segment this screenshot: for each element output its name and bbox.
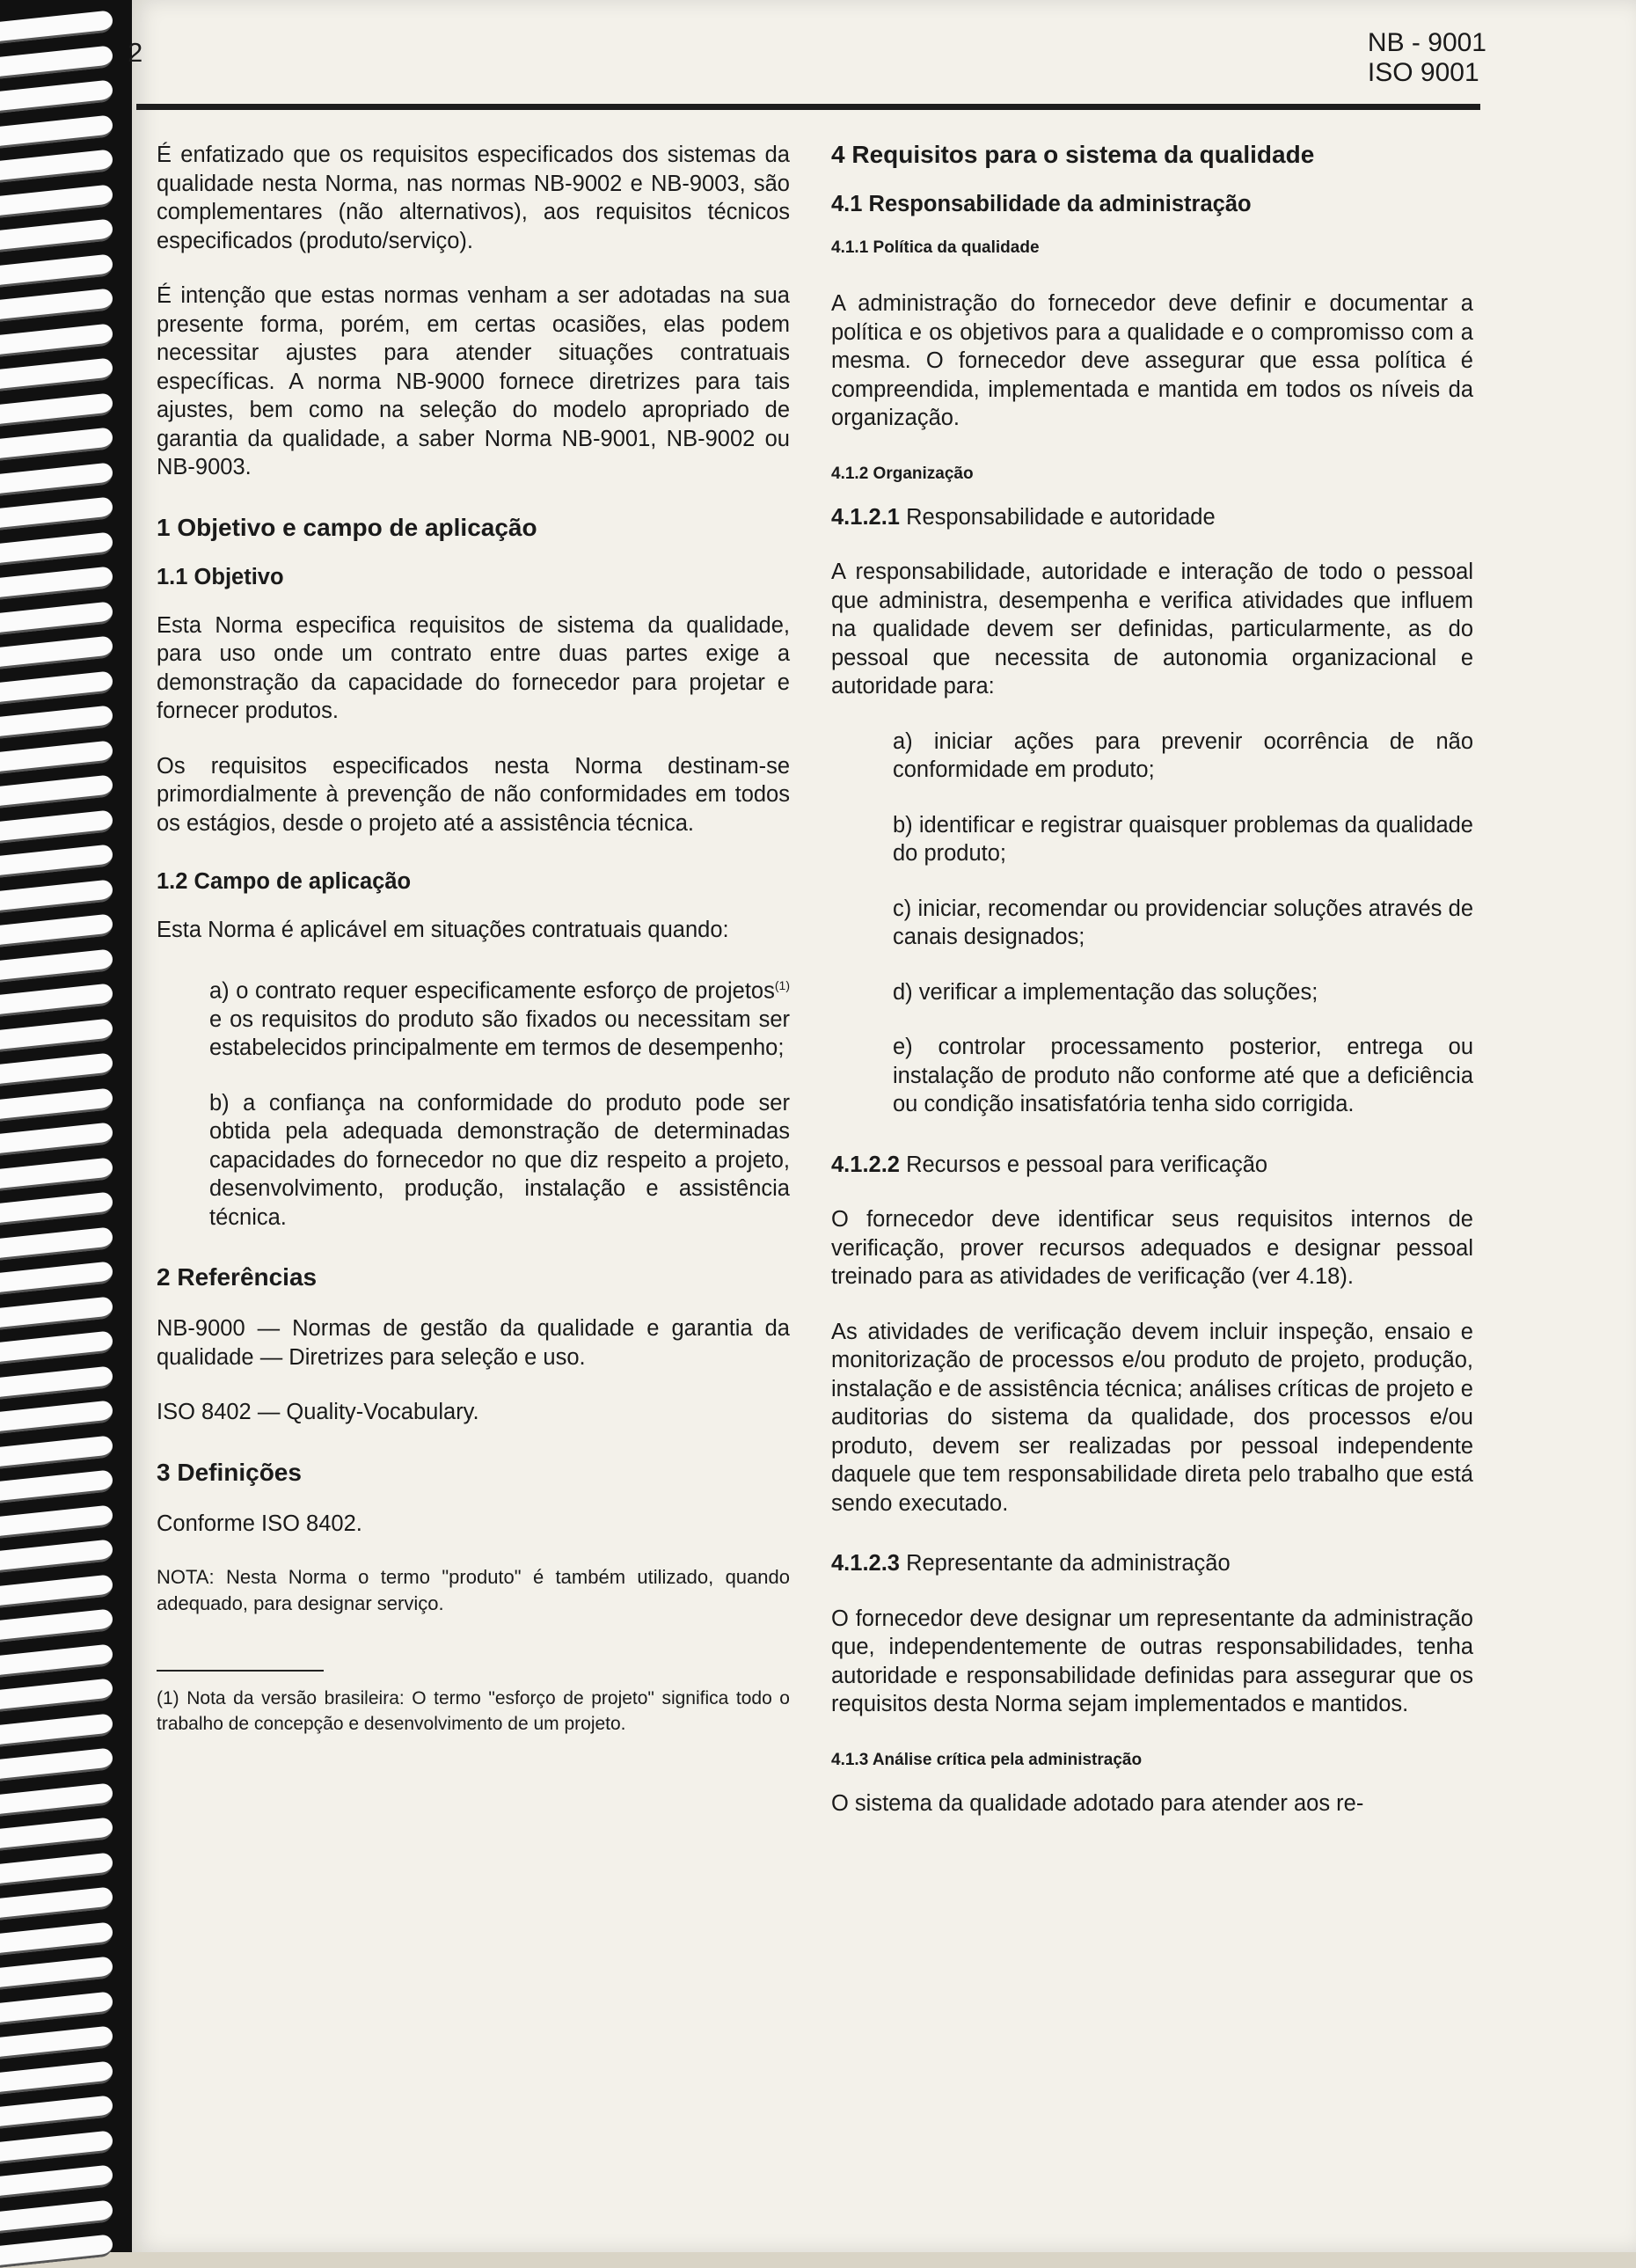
section-1-1-title: 1.1 Objetivo — [157, 564, 284, 589]
section-4-1-2-2-paragraph-2: As atividades de verificação devem incluir inspeção, ensaio e monitorização de processos e/ou produto de projeto, produção, instalação e de assistência técnica; análises críticas de projeto e auditorias do sistema da qualidade, dos processos e/ou produto, devem ser realizadas por pessoal independente daquele que tem responsabilidade direta pelo trabalho que está sendo executado. — [831, 1319, 1473, 1516]
list-item-b: b) identificar e registrar quaisquer problemas da qualidade do produto; — [893, 812, 1473, 866]
binding-coil — [0, 462, 113, 495]
section-1-2-paragraph-1: Esta Norma é aplicável em situações contratuais quando: — [157, 918, 729, 942]
binding-coil — [0, 427, 113, 460]
section-2-title: 2 Referências — [157, 1263, 318, 1291]
section-4-1-2-1-number: 4.1.2.1 — [831, 504, 900, 530]
binding-coil — [0, 1122, 113, 1155]
header-rule — [136, 104, 1480, 110]
section-3-title: 3 Definições — [157, 1458, 302, 1486]
binding-coil — [0, 1539, 113, 1572]
binding-coil — [0, 740, 113, 773]
binding-coil — [0, 1052, 113, 1086]
list-item-a: a) iniciar ações para prevenir ocorrência de não conformidade em produto; — [893, 728, 1473, 782]
binding-coil — [0, 1018, 113, 1051]
footnote-ref: (1) — [774, 977, 790, 992]
binding-coil — [0, 531, 113, 565]
binding-coil — [0, 2060, 113, 2094]
binding-coil — [0, 1713, 113, 1746]
binding-coil — [0, 2095, 113, 2128]
footnote: (1) Nota da versão brasileira: O termo "esforço de projeto" significa todo o trabalho de concepção e desenvolvimento de um projeto. — [157, 1688, 790, 1734]
binding-coil — [0, 670, 113, 704]
binding-coil — [0, 1574, 113, 1607]
binding-coil — [0, 1608, 113, 1642]
section-4-1-3-paragraph: O sistema da qualidade adotado para atender aos re- — [831, 1790, 1364, 1816]
section-4-1-2-2-title: Recursos e pessoal para verificação — [899, 1152, 1268, 1177]
intro-paragraph-1: É enfatizado que os requisitos especificados dos sistemas da qualidade nesta Norma, nas normas NB-9002 e NB-9003, são complementares (não alternativos), aos requisitos técnicos especificados (produto/serviço). — [157, 143, 790, 253]
binding-coil — [0, 45, 113, 78]
binding-coil — [0, 253, 113, 287]
section-3-paragraph: Conforme ISO 8402. — [157, 1511, 362, 1536]
right-column — [831, 141, 1473, 1844]
binding-coil — [0, 809, 113, 843]
document-code-iso: ISO 9001 — [1367, 58, 1479, 87]
binding-coil — [0, 635, 113, 669]
binding-coil — [0, 2234, 113, 2267]
binding-coil — [0, 1469, 113, 1503]
document-code-nb: NB - 9001 — [1367, 28, 1486, 57]
section-4-1-2-1-heading — [831, 503, 1473, 532]
binding-coil — [0, 1782, 113, 1816]
binding-coil — [0, 2164, 113, 2198]
binding-coil — [0, 1817, 113, 1850]
binding-coil — [0, 1400, 113, 1433]
section-1-title: 1 Objetivo e campo de aplicação — [157, 513, 537, 541]
binding-coil — [0, 2130, 113, 2163]
footnote-rule — [157, 1670, 324, 1672]
binding-coil — [0, 1991, 113, 2024]
item-a-text-end: e os requisitos do produto são fixados ou necessitam ser estabelecidos principalmente em termos de desempenho; — [209, 1006, 790, 1060]
item-a-text-start: a) o contrato requer especificamente esforço de projetos — [209, 978, 775, 1003]
section-4-1-title: 4.1 Responsabilidade da administração — [831, 192, 1252, 216]
binding-coil — [0, 1643, 113, 1677]
binding-coil — [0, 1678, 113, 1711]
binding-coil — [0, 218, 113, 252]
binding-coil — [0, 288, 113, 321]
section-4-1-1-title: 4.1.1 Política da qualidade — [831, 238, 1040, 257]
section-1-2-item-a — [209, 971, 790, 1063]
list-item-c: c) iniciar, recomendar ou providenciar soluções através de canais designados; — [893, 896, 1473, 949]
section-4-1-2-3-number: 4.1.2.3 — [831, 1551, 900, 1576]
section-4-1-2-title: 4.1.2 Organização — [831, 464, 974, 483]
binding-coil — [0, 357, 113, 391]
binding-coil — [0, 496, 113, 530]
binding-coil — [0, 184, 113, 217]
section-4-1-2-2-paragraph-1: O fornecedor deve identificar seus requisitos internos de verificação, prover recursos adequados e designar pessoal treinado para as atividades de verificação (ver 4.18). — [831, 1207, 1473, 1289]
reference-nb-9000: NB-9000 — Normas de gestão da qualidade e garantia da qualidade — Diretrizes para seleção e uso. — [157, 1316, 790, 1370]
left-column — [157, 141, 790, 1763]
binding-coil — [0, 1226, 113, 1260]
binding-coil — [0, 1087, 113, 1121]
section-4-1-2-3-title: Representante da administração — [899, 1551, 1231, 1576]
section-1-2-item-b: b) a confiança na conformidade do produto pode ser obtida pela adequada demonstração de determinadas capacidades do fornecedor no que diz respeito a projeto, desenvolvimento, produção, instalação e assistência técnica. — [209, 1090, 790, 1230]
section-1-1-paragraph-1: Esta Norma especifica requisitos de sistema da qualidade, para uso onde um contrato entre duas partes exige a demonstração da capacidade do fornecedor para projetar e fornecer produtos. — [157, 612, 790, 723]
page-number: 2 — [128, 37, 143, 68]
spiral-binding — [0, 0, 132, 2252]
section-4-1-2-3-paragraph: O fornecedor deve designar um representante da administração que, independentemente de outras responsabilidades, tenha autoridade e responsabilidade definidas para assegurar que os requisitos desta Norma sejam implementados e mantidos. — [831, 1606, 1473, 1716]
binding-coil — [0, 1191, 113, 1225]
binding-coil — [0, 1504, 113, 1538]
binding-coil — [0, 10, 113, 43]
binding-coil — [0, 1747, 113, 1781]
section-1-1-paragraph-2: Os requisitos especificados nesta Norma destinam-se primordialmente à prevenção de não conformidades em todos os estágios, desde o projeto até a assistência técnica. — [157, 753, 790, 836]
document-code — [1368, 28, 1486, 88]
section-4-1-2-2-number: 4.1.2.2 — [831, 1152, 900, 1177]
section-4-1-3-title: 4.1.3 Análise crítica pela administração — [831, 1750, 1143, 1769]
binding-coil — [0, 1921, 113, 1955]
binding-coil — [0, 2199, 113, 2233]
binding-coil — [0, 1852, 113, 1885]
binding-coil — [0, 1296, 113, 1329]
list-item-d: d) verificar a implementação das soluções; — [893, 979, 1318, 1005]
binding-coil — [0, 1365, 113, 1399]
binding-coil — [0, 879, 113, 912]
section-4-1-2-3-heading — [831, 1549, 1473, 1578]
binding-coil — [0, 601, 113, 634]
section-1-2-title: 1.2 Campo de aplicação — [157, 869, 412, 894]
binding-coil — [0, 913, 113, 947]
binding-coil — [0, 149, 113, 182]
binding-coil — [0, 392, 113, 426]
note: NOTA: Nesta Norma o termo "produto" é também utilizado, quando adequado, para designar serviço. — [157, 1566, 790, 1614]
section-4-1-2-1-paragraph: A responsabilidade, autoridade e interação de todo o pessoal que administra, desempenha e verifica atividades que influem na qualidade devem ser definidas, particularmente, as do pessoal que necessita de autonomia organizacional e autoridade para: — [831, 560, 1473, 699]
binding-coil — [0, 1261, 113, 1294]
intro-paragraph-2: É intenção que estas normas venham a ser adotadas na sua presente forma, porém, em certas ocasiões, elas podem necessitar ajustes para atender situações contratuais específicas. A norma NB-9000 fornece diretrizes para tais ajustes, bem como na seleção do modelo apropriado de garantia da qualidade, a saber Norma NB-9001, NB-9002 ou NB-9003. — [157, 283, 790, 479]
binding-coil — [0, 705, 113, 738]
binding-coil — [0, 2025, 113, 2059]
section-4-1-2-1-title: Responsabilidade e autoridade — [899, 504, 1216, 530]
binding-coil — [0, 983, 113, 1016]
section-4-1-2-2-heading — [831, 1151, 1473, 1180]
binding-coil — [0, 566, 113, 599]
binding-coil — [0, 1435, 113, 1468]
binding-coil — [0, 1157, 113, 1190]
binding-coil — [0, 114, 113, 148]
binding-coil — [0, 844, 113, 877]
list-item-e: e) controlar processamento posterior, entrega ou instalação de produto não conforme até que a deficiência ou condição insatisfatória tenha sido corrigida. — [893, 1035, 1473, 1116]
section-4-1-1-paragraph: A administração do fornecedor deve definir e documentar a política e os objetivos para a qualidade e o compromisso com a mesma. O fornecedor deve assegurar que essa política é compreendida, implementada e mantida em todos os níveis da organização. — [831, 291, 1473, 430]
binding-coil — [0, 948, 113, 982]
reference-iso-8402: ISO 8402 — Quality-Vocabulary. — [157, 1400, 479, 1424]
binding-coil — [0, 774, 113, 808]
binding-coil — [0, 323, 113, 356]
binding-coil — [0, 1956, 113, 1989]
section-4-title: 4 Requisitos para o sistema da qualidade — [831, 141, 1315, 168]
binding-coil — [0, 1330, 113, 1364]
binding-coil — [0, 79, 113, 113]
binding-coil — [0, 1886, 113, 1920]
